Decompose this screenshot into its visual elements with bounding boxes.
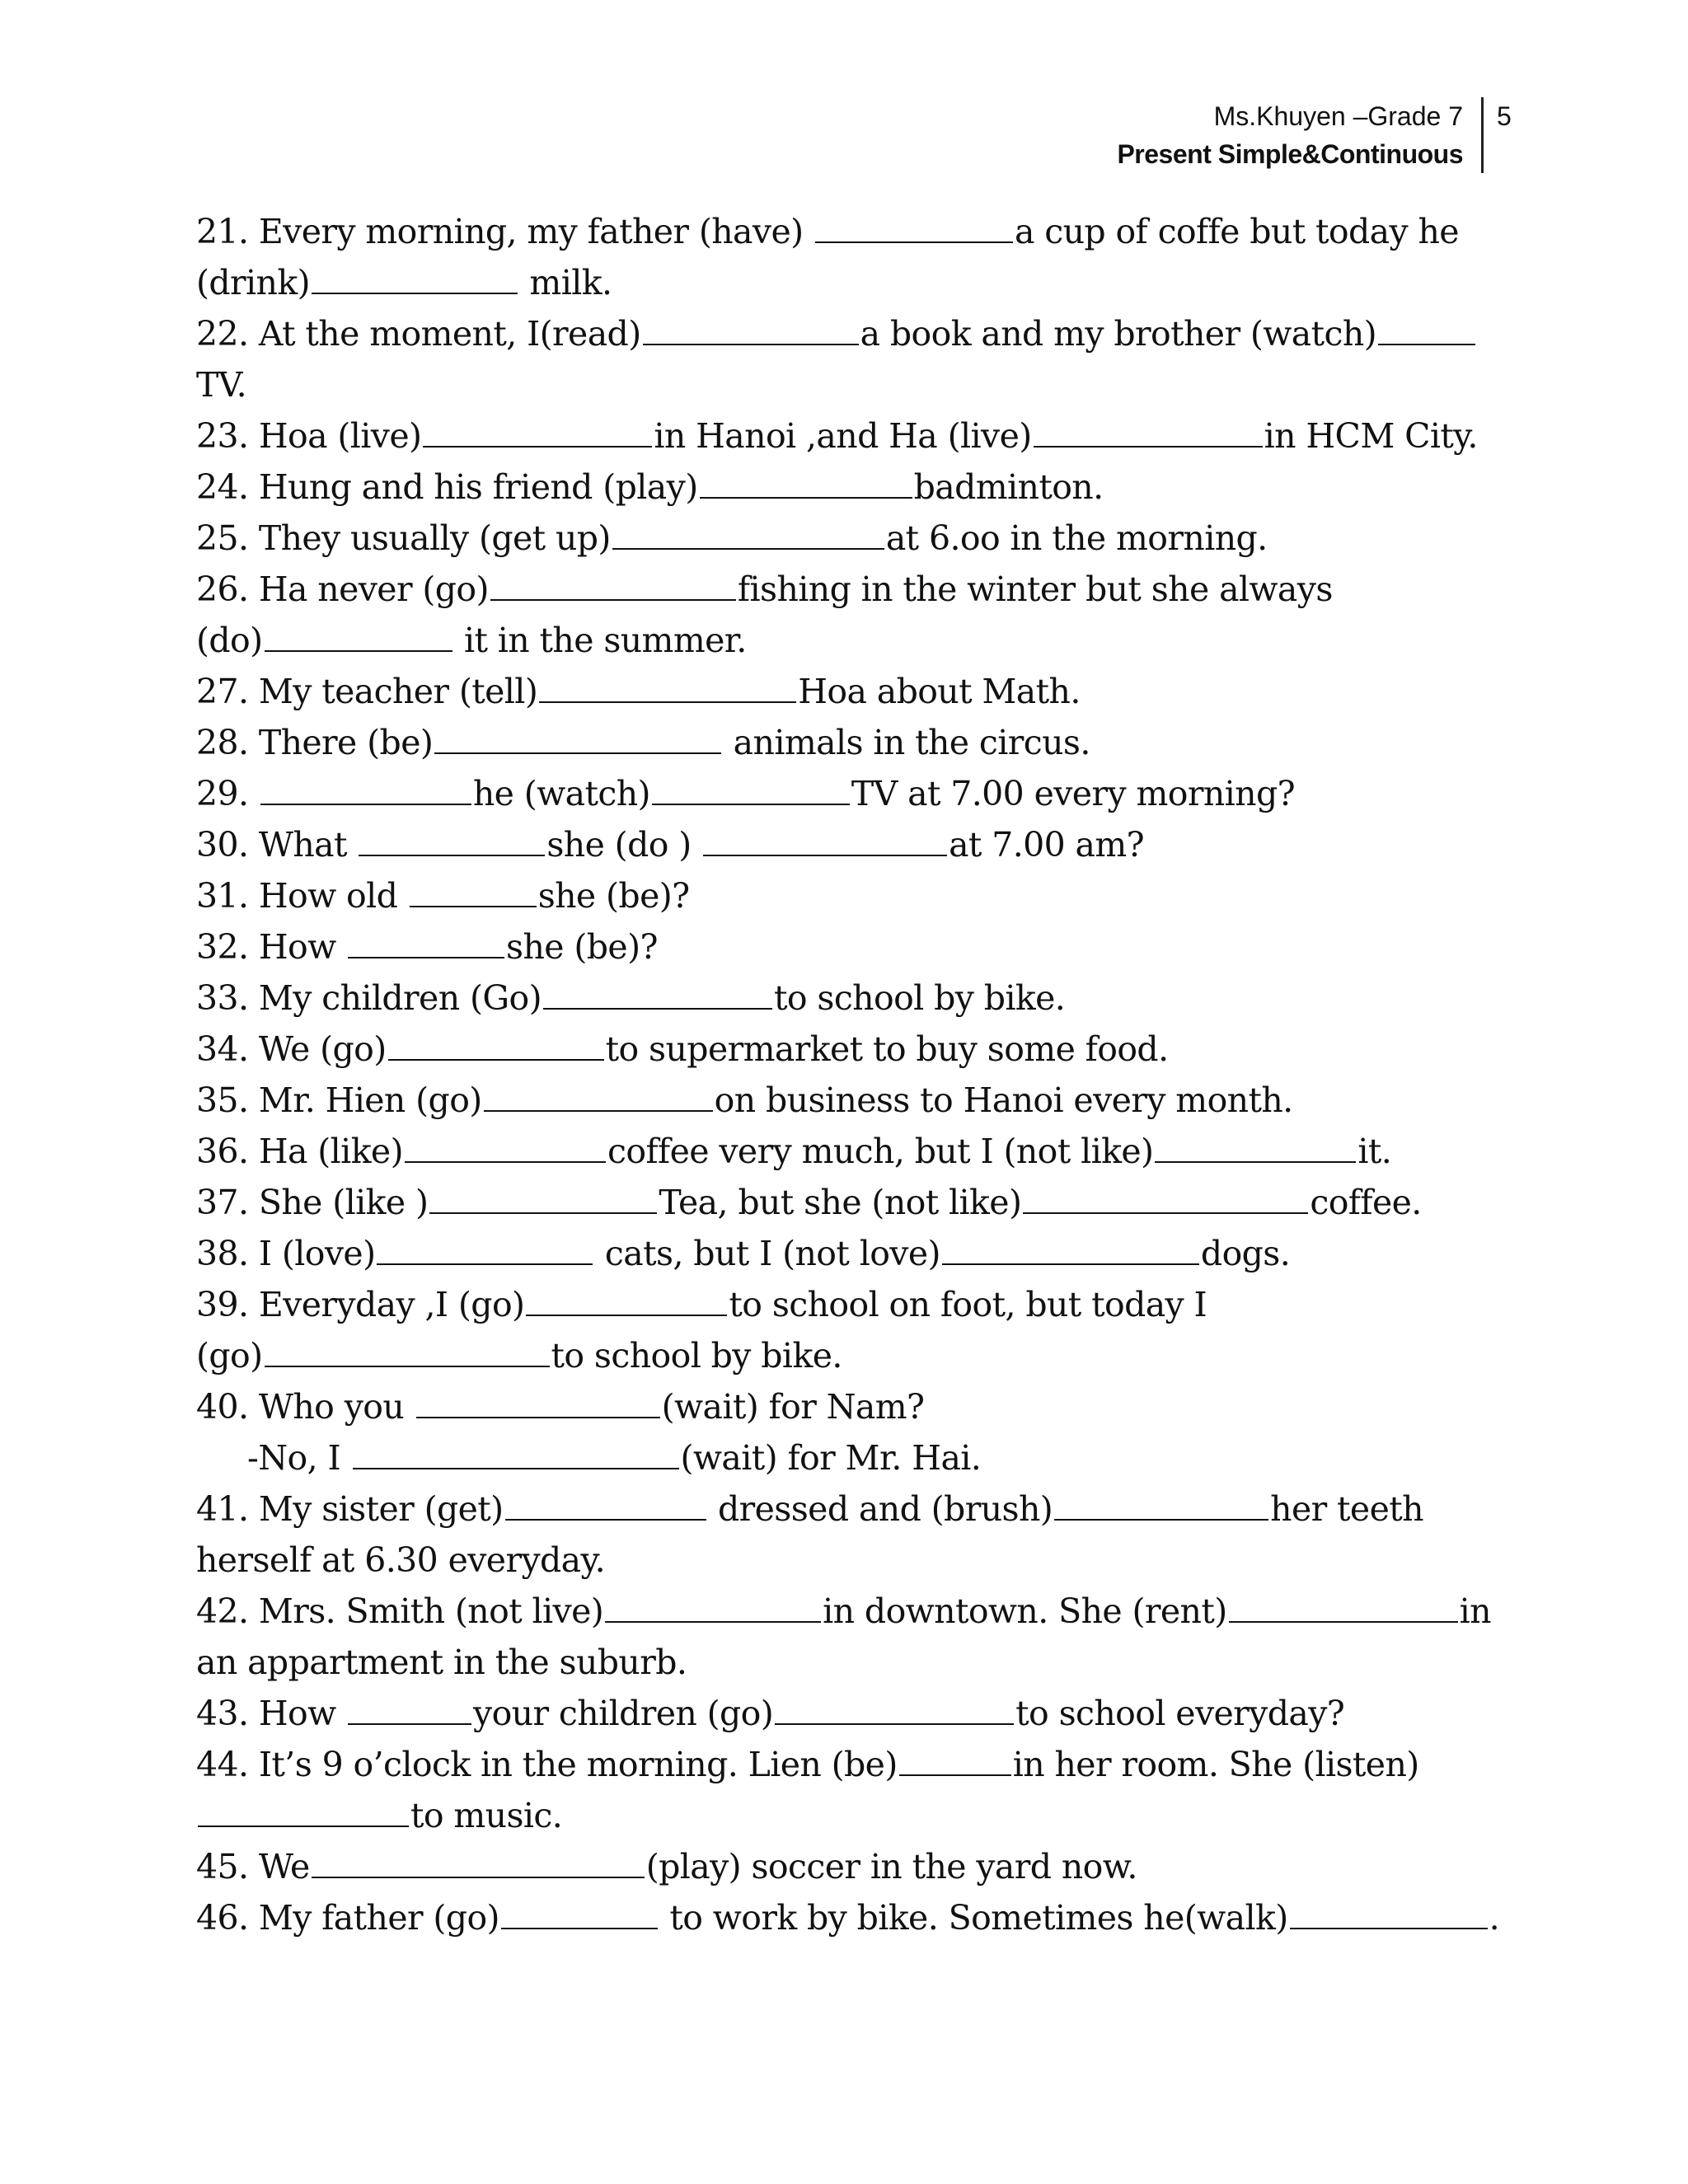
exercise-text: 29. [196,774,259,813]
exercise-line [196,921,1482,972]
exercise-text: 21. Every morning, my father (have) [196,212,814,251]
answer-blank[interactable] [265,621,452,652]
exercise-text: 30. What [196,825,358,865]
answer-blank[interactable] [410,876,537,907]
header-topic: Present Simple&Continuous [1117,135,1484,173]
exercise-text: she (be)? [537,876,690,916]
exercise-line [196,870,1482,921]
exercise-text: badminton. [913,467,1104,507]
exercise-line [196,1688,1482,1739]
exercise-text: she (be)? [506,927,658,967]
answer-blank[interactable] [377,1234,593,1265]
exercise-line [196,1739,1482,1790]
exercise-text: coffee. [1310,1183,1422,1222]
answer-blank[interactable] [1155,1132,1356,1163]
exercise-text: 34. We (go) [196,1029,387,1069]
exercise-text: a cup of coffe but today he [1014,212,1459,251]
exercise-text: TV. [196,365,247,405]
exercise-line [196,513,1482,564]
answer-blank[interactable] [526,1285,727,1316]
exercise-text: she (do ) [546,825,702,865]
page-header [1117,97,1484,173]
exercise-text: 26. Ha never (go) [196,569,489,609]
exercise-line [196,1483,1482,1535]
answer-blank[interactable] [260,774,471,805]
exercise-text: animals in the circus. [723,723,1090,762]
exercise-text: 36. Ha (like) [196,1132,403,1171]
exercise-text: in her room. She (listen) [1012,1745,1419,1784]
exercise-text: 27. My teacher (tell) [196,672,538,711]
exercise-line [196,666,1482,717]
exercise-text: -No, I [247,1438,351,1478]
exercise-line [196,1535,1482,1586]
exercise-text: to school on foot, but today I [729,1285,1207,1324]
answer-blank[interactable] [1229,1591,1458,1623]
answer-blank[interactable] [353,1438,679,1469]
exercise-text: her teeth [1270,1489,1423,1529]
exercise-text: it. [1357,1132,1392,1171]
exercise-line [196,462,1482,513]
answer-blank[interactable] [490,569,736,601]
exercise-text: 28. There (be) [196,723,434,762]
exercise-line [196,615,1482,666]
exercise-text: 32. How [196,927,347,967]
header-author-grade: Ms.Khuyen –Grade 7 [1117,97,1484,135]
exercise-text: 37. She (like ) [196,1183,429,1222]
exercise-text: (go) [196,1336,263,1376]
answer-blank[interactable] [775,1694,1014,1725]
exercise-line [196,1075,1482,1126]
answer-blank[interactable] [429,1183,657,1214]
answer-blank[interactable] [348,927,504,958]
exercise-text: to work by bike. Sometimes he(walk) [659,1898,1288,1938]
exercise-text: milk. [519,263,612,302]
exercise-line [196,1381,1482,1432]
exercise-text: Tea, but she (not like) [659,1183,1022,1222]
exercise-text: (drink) [196,263,310,302]
answer-blank[interactable] [312,1847,645,1878]
exercise-text: dressed and (brush) [707,1489,1053,1529]
answer-blank[interactable] [501,1898,658,1929]
exercise-line [196,717,1482,768]
exercise-line [196,1432,1482,1483]
exercise-text: in downtown. She (rent) [823,1591,1227,1631]
answer-blank[interactable] [700,467,912,499]
answer-blank[interactable] [198,1796,409,1827]
exercise-line [196,1024,1482,1075]
answer-blank[interactable] [484,1080,713,1112]
answer-blank[interactable] [612,518,884,550]
answer-blank[interactable] [1054,1489,1268,1521]
exercise-text: (wait) for Mr. Hai. [680,1438,982,1478]
exercise-line [196,1177,1482,1228]
page-number: 5 [1497,101,1512,131]
exercise-line [196,1637,1482,1688]
exercise-text: (do) [196,621,263,660]
exercise-line [196,1841,1482,1892]
exercise-text: 35. Mr. Hien (go) [196,1080,482,1120]
exercise-text: Hoa about Math. [798,672,1081,711]
exercise-line [196,564,1482,615]
exercise-text: (wait) for Nam? [661,1387,925,1427]
exercise-text: to music. [410,1796,563,1835]
answer-blank[interactable] [899,1745,1011,1776]
exercise-list [196,206,1500,1943]
exercise-text: 39. Everyday ,I (go) [196,1285,525,1324]
exercise-text: dogs. [1200,1234,1291,1273]
exercise-line [196,308,1482,359]
exercise-text: TV at 7.00 every morning? [851,774,1295,813]
exercise-line [196,768,1482,819]
answer-blank[interactable] [703,825,947,856]
exercise-text: 46. My father (go) [196,1898,499,1938]
exercise-line [196,1892,1500,1943]
exercise-text: fishing in the winter but she always [737,569,1333,609]
answer-blank[interactable] [348,1694,471,1725]
answer-blank[interactable] [416,1387,660,1418]
exercise-text: 31. How old [196,876,408,916]
exercise-text: to supermarket to buy some food. [605,1029,1169,1069]
answer-blank[interactable] [312,263,518,294]
exercise-text: it in the summer. [453,621,747,660]
exercise-text: a book and my brother (watch) [860,314,1377,354]
answer-blank[interactable] [1290,1898,1488,1929]
exercise-text: 23. Hoa (live) [196,416,422,456]
answer-blank[interactable] [388,1029,604,1061]
exercise-text: in HCM City. [1264,416,1478,456]
exercise-text: 41. My sister (get) [196,1489,504,1529]
answer-blank[interactable] [265,1336,550,1367]
answer-blank[interactable] [543,978,772,1010]
exercise-text: (play) soccer in the yard now. [645,1847,1137,1886]
exercise-line [196,1228,1482,1279]
exercise-text: he (watch) [472,774,650,813]
exercise-line [196,1126,1482,1177]
exercise-text: 25. They usually (get up) [196,518,611,558]
exercise-text: 22. At the moment, I(read) [196,314,641,354]
exercise-line [196,1586,1491,1637]
exercise-text: your children (go) [473,1694,774,1733]
answer-blank[interactable] [359,825,545,856]
exercise-text: 42. Mrs. Smith (not live) [196,1591,604,1631]
exercise-text: 40. Who you [196,1387,415,1427]
answer-blank[interactable] [1023,1183,1308,1214]
answer-blank[interactable] [605,1591,821,1623]
exercise-text: 38. I (love) [196,1234,376,1273]
exercise-line [196,257,1482,308]
answer-blank[interactable] [505,1489,706,1521]
exercise-line [196,206,1482,257]
exercise-text: 33. My children (Go) [196,978,542,1018]
exercise-text: 24. Hung and his friend (play) [196,467,698,507]
exercise-text: an appartment in the suburb. [196,1643,687,1682]
exercise-text: coffee very much, but I (not like) [607,1132,1154,1171]
answer-blank[interactable] [652,774,850,805]
answer-blank[interactable] [423,416,652,448]
answer-blank[interactable] [942,1234,1199,1265]
exercise-text: to school by bike. [551,1336,842,1376]
exercise-line [196,972,1482,1024]
answer-blank[interactable] [1378,314,1475,345]
exercise-line [196,410,1482,462]
exercise-text: herself at 6.30 everyday. [196,1540,606,1580]
exercise-text: 44. It’s 9 o’clock in the morning. Lien (be) [196,1745,898,1784]
exercise-text: in [1459,1591,1491,1631]
exercise-line [196,1279,1482,1330]
exercise-text: at 7.00 am? [949,825,1145,865]
exercise-text: cats, but I (not love) [594,1234,940,1273]
exercise-text: . [1489,1898,1500,1938]
exercise-text: at 6.oo in the morning. [885,518,1268,558]
answer-blank[interactable] [539,672,796,703]
exercise-line [196,819,1482,870]
answer-blank[interactable] [815,212,1013,243]
exercise-text: on business to Hanoi every month. [714,1080,1293,1120]
exercise-line [196,359,1482,410]
exercise-line [196,1790,1482,1841]
exercise-text: to school by bike. [773,978,1066,1018]
answer-blank[interactable] [434,723,721,754]
answer-blank[interactable] [1034,416,1263,448]
exercise-text: to school everyday? [1015,1694,1345,1733]
exercise-line [196,1330,1482,1381]
exercise-text: 43. How [196,1694,347,1733]
exercise-text: 45. We [196,1847,310,1886]
answer-blank[interactable] [405,1132,606,1163]
exercise-text: in Hanoi ,and Ha (live) [654,416,1032,456]
answer-blank[interactable] [643,314,859,345]
